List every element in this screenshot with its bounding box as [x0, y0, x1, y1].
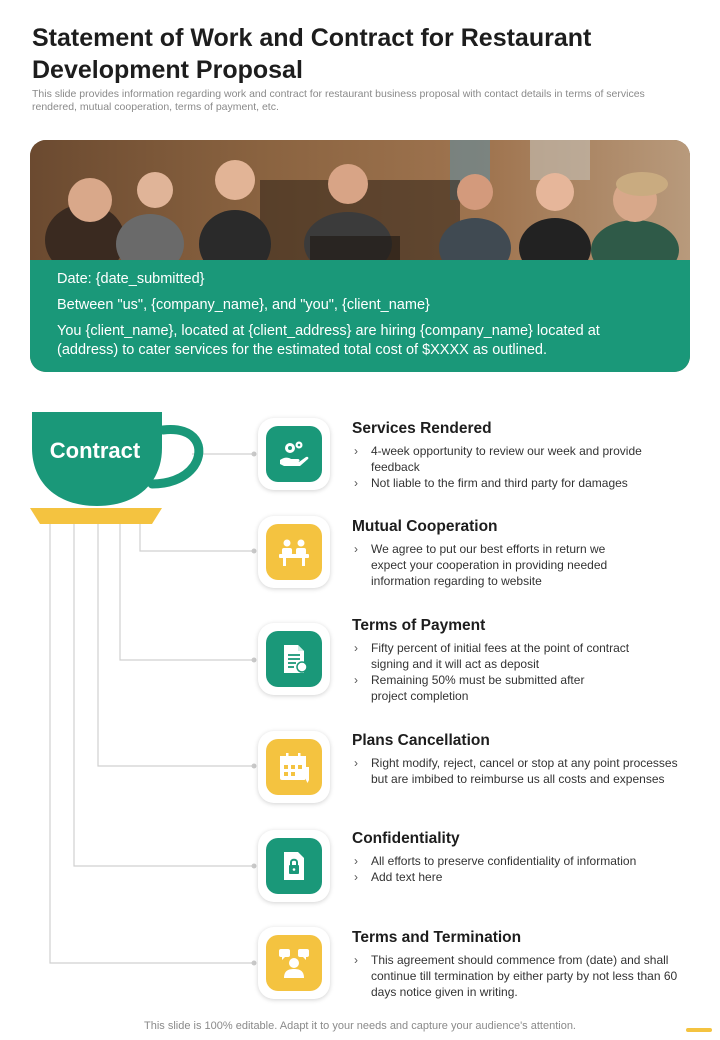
terms-and-termination-tile [258, 927, 330, 999]
calendar-icon [266, 739, 322, 795]
group-meeting-photo [30, 140, 690, 260]
section-title: Terms of Payment [352, 617, 486, 634]
list-item: › 4-week opportunity to review our week and provide feedback [352, 443, 692, 475]
plans-cancellation-tile [258, 731, 330, 803]
hiring-line: You {client_name}, located at {client_address} are hiring {company_name} located at (address) to cater services for the estimated total cost of $XXXX as outlined. [57, 323, 600, 358]
section-title: Confidentiality [352, 830, 460, 847]
locked-file-icon [266, 838, 322, 894]
confidentiality-section [352, 829, 692, 885]
service-gear-hand-icon [266, 426, 322, 482]
footer-note: This slide is 100% editable. Adapt it to your needs and capture your audience's attention. [144, 1020, 576, 1032]
confidentiality-tile [258, 830, 330, 902]
list-item: › Not liable to the firm and third party for damages [352, 475, 692, 491]
mutual-cooperation-section [352, 517, 692, 589]
meeting-table-icon [266, 524, 322, 580]
section-title: Plans Cancellation [352, 732, 490, 749]
invoice-document-icon [266, 631, 322, 687]
list-item: › We agree to put our best efforts in return we expect your cooperation in providing needed information regarding to website [352, 541, 614, 589]
services-rendered-tile [258, 418, 330, 490]
terms-of-payment-tile [258, 623, 330, 695]
list-item: › Add text here [352, 869, 692, 885]
date-line: Date: {date_submitted} [57, 271, 205, 287]
section-title: Terms and Termination [352, 929, 522, 946]
person-chat-icon [266, 935, 322, 991]
terms-of-payment-section [352, 616, 692, 704]
list-item: › This agreement should commence from (date) and shall continue till termination by either party by not less than 60 days notice given in writing. [352, 952, 692, 1000]
list-item: › Remaining 50% must be submitted after project completion [352, 672, 614, 704]
contract-label: Contract [49, 438, 141, 463]
hero-card [30, 140, 690, 372]
hero-details [30, 260, 690, 372]
mutual-cooperation-tile [258, 516, 330, 588]
page-title: Statement of Work and Contract for Restaurant Development Proposal [32, 24, 592, 84]
section-title: Services Rendered [352, 420, 492, 437]
plans-cancellation-section [352, 731, 692, 787]
list-item: › All efforts to preserve confidentiality of information [352, 853, 692, 869]
parties-line: Between "us", {company_name}, and "you", {client_name} [57, 297, 430, 313]
list-item: › Right modify, reject, cancel or stop at any point processes but are imbibed to reimburse us all costs and expenses [352, 755, 692, 787]
terms-and-termination-section [352, 928, 692, 1000]
page-subtitle: This slide provides information regarding work and contract for restaurant business proposal with contact details in terms of services rendered, mutual cooperation, terms of payment, etc. [32, 88, 645, 113]
cup-icon [28, 408, 208, 526]
services-rendered-section [352, 419, 692, 491]
section-title: Mutual Cooperation [352, 518, 498, 535]
footer-accent-bar [686, 1028, 712, 1032]
list-item: › Fifty percent of initial fees at the point of contract signing and it will act as deposit [352, 640, 664, 672]
